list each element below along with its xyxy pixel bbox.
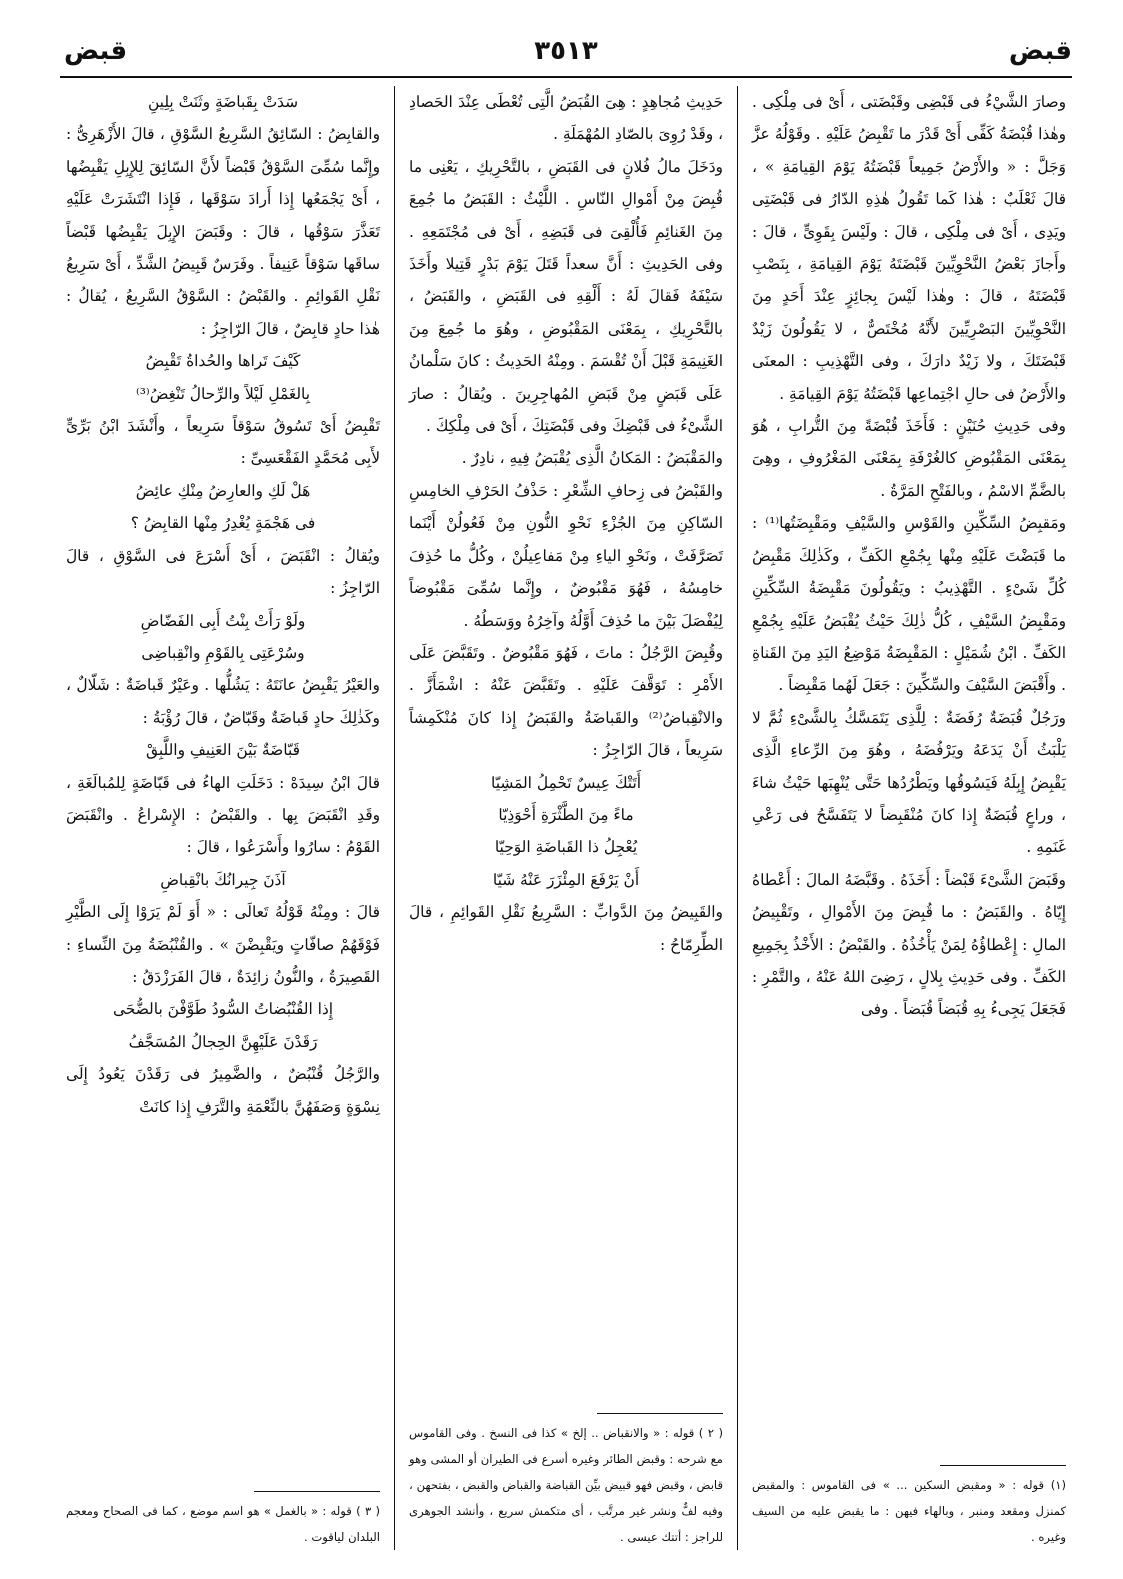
- verse-line: قَبّاضَةٌ بَيْنَ العَنِيفِ واللَّبِقْ: [146, 741, 300, 760]
- footnote-rule: [597, 1413, 723, 1414]
- entry-paragraph: والقابِضُ : السّائِقُ السَّرِيعُ السَّوْقِ ، قالَ الأَزْهَرِىُّ : وإِنَّما سُمِّىَ السَّوْقُ قَبْضاً لأَنَّ السّائِقَ لِلإِبِلِ يَقْبِضُها ، أَىْ يَجْمَعُها إِذا أَرادَ سَوْقَها ، فَإِذا انْتَشَرَتْ عَلَيْهِ تَعَذَّرَ سَوْقُها ، قالَ : وقَبَضَ الإِبِلَ يَقْبِضُها قَبْضاً ساقَها سَوْقاً عَنِيفاً . وفَرَسٌ قَبِيضُ الشَّدِّ ، أَىْ سَرِيعُ نَقْلِ القَوائِمِ . والقَبْضُ : السَّوْقُ السَّرِيعُ ، يُقالُ : هٰذا حادٍ قابِضٌ ، قالَ الرّاجِزُ :: [66, 125, 380, 338]
- page-number: ٣٥١٣: [534, 36, 598, 66]
- column-left-footnotes: [66, 1491, 380, 1550]
- footnote-rule: [254, 1491, 380, 1492]
- entry-paragraph: قالَ ابْنُ سِيدَهْ : دَخَلَتِ الهاءُ فى قَبّاضَةٍ لِلمُبالَغَةِ ، وقَدِ انْقَبَضَ بِها . والقَبْضُ : الإِسْراعُ . وانْقَبَضَ القَوْمُ : سارُوا وأَسْرَعُوا ، قالَ :: [66, 773, 380, 857]
- entry-paragraph: والرَّجُلُ قُنْبُضٌ ، والضَّمِيرُ فى رَقَدْنَ يَعُودُ إِلَى نِسْوَةٍ وَصَفَهُنَّ بالنِّعْمَةِ والتَّرَفِ إِذا كانَتْ: [66, 1065, 380, 1116]
- verse-line: آذَنَ جِيرانُكَ بانْقِباضِ: [160, 870, 286, 889]
- verse-line: ولَوْ رَأَتْ بِنْتُ أَبِى الفَضّاضِ: [140, 611, 306, 630]
- column-left-text: [66, 86, 380, 1123]
- column-right-text: [752, 86, 1066, 1026]
- footnote: ( ٣ ) قوله : « بالغمل » هو اسم موضع ، كما فى الصحاح ومعجم البلدان لياقوت .: [66, 1504, 380, 1544]
- verse-line: بِالغَمْلِ لَيْلاً والرِّحالُ تَنْغِضُ⁽³⁾: [135, 384, 311, 403]
- footnote: (١) قوله : « ومقبض السكين ... » فى القاموس : والمقبض كمنزل ومقعد ومنبر ، وبالهاء فيهن : ما يقبض عليه من السيف وغيره .: [752, 1478, 1066, 1544]
- entry-paragraph: حَدِيثِ مُجاهِدٍ : هِىَ القُبَضُ الَّتِى تُعْطَى عِنْدَ الحَصادِ ، وقَدْ رُوِىَ بالصّادِ المُهْمَلَةِ .: [409, 93, 723, 144]
- page-header: [60, 30, 1072, 74]
- entry-paragraph: وقُبِضَ الرَّجُلُ : ماتَ ، فَهُوَ مَقْبُوضٌ . وتَقَبَّضَ عَلَى الأَمْرِ : تَوَقَّفَ عَلَيْهِ . وتَقَبَّضَ عَنْهُ : اشْمَأَزَّ . والانْقِباضُ⁽²⁾ والقَباضَةُ والقَبَضُ إِذا كانَ مُنْكَمِشاً سَرِيعاً ، قالَ الرّاجِزُ :: [409, 643, 723, 760]
- verse-line: كَيْفَ تَراها والحُداةُ تَقْبِضُ: [145, 352, 301, 371]
- verse-line: أَنْ يَرْفَعَ المِئْزَرَ عَنْهُ شَيّا: [492, 870, 640, 889]
- entry-paragraph: قالَ : ومِنْهُ قَوْلُهُ تَعالَى : « أَوَ لَمْ يَرَوْا إِلَى الطَّيْرِ فَوْقَهُمْ صافّاتٍ ويَقْبِضْنَ » . والقُنْبُضَةُ مِنَ النِّساءِ : القَصِيرَةُ ، والنُّونُ زائِدَةٌ ، قالَ الفَرَزْدَقُ :: [66, 903, 380, 986]
- column-middle-text: [409, 86, 723, 961]
- verse-line: هَلْ لَكِ والعارِضُ مِنْكِ عائِضُ: [135, 481, 311, 500]
- verse-line: يُعْجِلُ ذا القَباضَةِ الوَحِيّا: [494, 838, 638, 857]
- entry-paragraph: وصارَ الشَّيْءُ فى قَبْضِى وقَبْضَتى ، أَىْ فى مِلْكِى . وهٰذا قُبْضَةُ كَفِّى أَىْ قَدْرَ ما تَقْبِضُ عَلَيْهِ . وقَوْلُهُ عزَّ وَجَلَّ : « والأَرْضُ جَمِيعاً قَبْضَتُهُ يَوْمَ القِيامَةِ » ، قالَ ثَعْلَبٌ : هٰذا كَما تَقُولُ هٰذِهِ الدّارُ فى قَبْضَتِى ويَدِى ، أَىْ فى مِلْكِى ، قالَ : ولَيْسَ بِقَوِىٍّ ، قالَ : وأَجازَ بَعْضُ النَّحْوِيِّينَ قَبْضَتَهُ يَوْمَ القِيامَةِ ، بِنَصْبِ قَبْضَتَهُ ، قالَ : وهٰذا لَيْسَ بِجائِزٍ عِنْدَ أَحَدٍ مِنَ النَّحْوِيِّينَ البَصْرِيِّينَ لأَنَّهُ مُخْتَصٌّ ، لا يَقُولُونَ زَيْدٌ قَبْضَتَكَ ، ولا زَيْدٌ دارَكَ ، وفى التَّهْذِيبِ : المعنَى والأَرْضُ فى حالِ اجْتِماعِها قَبْضَتُهُ يَوْمَ القِيامَةِ .: [752, 93, 1066, 403]
- column-separator: [729, 86, 746, 1550]
- entry-paragraph: والعَيْرُ يَقْبِضُ عانَتَهُ : يَشُلُّها . وعَيْرٌ قَباضَةٌ : شَلّالٌ ، وكَذٰلِكَ حادٍ قَباضَةٌ وقَبّاضٌ ، قالَ رُؤْبَةُ :: [66, 676, 380, 727]
- entry-paragraph: والقَبْضُ فى زِحافِ الشِّعْرِ : حَذْفُ الحَرْفِ الخامِسِ السّاكِنِ مِنَ الجُزْءِ نَحْوِ النُّونِ مِنْ فَعُولُنْ أَيْنَما تَصَرَّفَتْ ، ونَحْوِ الياءِ مِنْ مَفاعِيلُنْ ، وكُلُّ ما حُذِفَ خامِسُهُ ، فَهُوَ مَقْبُوضٌ ، وإِنَّما سُمِّىَ مَقْبُوضاً لِيُفْصَلَ بَيْنَ ما حُذِفَ أَوَّلُهُ وآخِرُهُ ووَسَطُهُ .: [409, 481, 723, 630]
- column-right-footnotes: [752, 1465, 1066, 1550]
- column-middle-footnotes: [409, 1413, 723, 1550]
- column-separator: [386, 86, 403, 1550]
- entry-paragraph: والقَبِيضُ مِنَ الدَّوابِّ : السَّرِيعُ نَقْلِ القَوائِمِ ، قالَ الطِّرِمّاحُ :: [409, 903, 723, 954]
- entry-paragraph: وفى حَدِيثِ حُنَيْنٍ : فَأَخَذَ قُبْضَةً مِنَ التُّرابِ ، هُوَ بِمَعْنَى المَقْبُوضِ كالغُرْفَةِ بِمَعْنَى المَغْرُوفِ ، وهِىَ بالضَّمِّ الاسْمُ ، وبالفَتْحِ المَرَّةُ .: [752, 417, 1066, 500]
- footnote: ( ٢ ) قوله : « والانقباض .. إلخ » كذا فى النسخ . وفى القاموس مع شرحه : وقبض الطائر وغيره أسرع فى الطيران أو المشى وهو قابض ، وقبض فهو قبيض بيِّن القباضة والقباض والقبض ، بفتحهن ، وفيه لفٌّ ونشر غير مرتَّب ، أى متكمش سريع ، وأنشد الجوهرى للراجز : أتتك عيسى .: [409, 1426, 723, 1544]
- column-left: [60, 86, 386, 1550]
- entry-paragraph: ويُقالُ : انْقَبَضَ ، أَىْ أَسْرَعَ فى السَّوْقِ ، قالَ الرّاجِزُ :: [66, 546, 380, 598]
- header-rule: [60, 76, 1072, 78]
- verse-line: سَدَتْ بِقَباضَةٍ وثَنَتْ بِلِينِ: [147, 93, 299, 111]
- running-headword-left: قبض: [64, 36, 128, 66]
- entry-paragraph: ورَجُلٌ قُبَضَةٌ رُفَضَةٌ : لِلَّذِى يَتَمَسَّكُ بِالشَّىْءِ ثُمَّ لا يَلْبَثُ أَنْ يَدَعَهُ ويَرْفُضَهُ ، وهُوَ مِنَ الرِّعاءِ الَّذِى يَقْبِضُ إِبِلَهُ فَيَسُوقُها ويَطْرُدُها حَتَّى يُنْهِبَها حَيْثُ شاءَ ، وراعٍ قُبَضَةٌ إِذا كانَ مُنْقَبِضاً لا يَتَفَسَّحُ فى رَعْىِ غَنَمِهِ .: [752, 708, 1066, 857]
- verse-line: رَقَدْنَ عَلَيْهِنَّ الحِجالُ المُسَجَّفُ: [128, 1032, 318, 1051]
- verse-line: فى هَجْمَةٍ يُغْدِرُ مِنْها القابِضُ ؟: [130, 514, 316, 533]
- entry-paragraph: والمَقْبَضُ : المَكانُ الَّذِى يُقْبَضُ فِيهِ ، نادِرٌ .: [461, 449, 723, 468]
- column-right: [746, 86, 1072, 1550]
- footnote-rule: [940, 1465, 1066, 1466]
- verse-line: ماءً مِنَ الطَّثْرَةِ أَحْوَذِيّا: [498, 805, 634, 824]
- verse-line: أَتَتْكَ عِيسٌ تَحْمِلُ المَشِيّا: [491, 773, 641, 792]
- column-middle: [403, 86, 729, 1550]
- entry-paragraph: ودَخَلَ مالُ فُلانٍ فى القَبَضِ ، بالتَّحْرِيكِ ، يَعْنِى ما قُبِضَ مِنْ أَمْوالِ النّاسِ . اللَّيْثُ : القَبَضُ ما جُمِعَ مِنَ الغَنائِمِ فَأُلْقِىَ فى قَبَضِهِ ، أَىْ فى مُجْتَمَعِهِ . وفى الحَدِيثِ : أَنَّ سعداً قَتَلَ يَوْمَ بَدْرٍ قَتِيلا وأَخَذَ سَيْفَهُ فَقالَ لَهُ : أَلْقِهِ فى القَبَضِ ، والقَبَضُ ، بالتَّحْرِيكِ ، بِمَعْنَى المَقْبُوضِ ، وهُوَ ما جُمِعَ مِنَ الغَنِيمَةِ قَبْلَ أَنْ تُقْسَمَ . ومِنْهُ الحَدِيثُ : كانَ سَلْمانُ عَلَى قَبَضٍ مِنْ قَبَضِ المُهاجِرِينَ . ويُقالُ : صارَ الشَّىْءُ فى قَبْضِكَ وفى قَبْضَتِكَ ، أَىْ فى مِلْكِكَ .: [409, 157, 723, 436]
- entry-paragraph: وقَبَضَ الشَّىْءَ قَبْضاً : أَخَذَهُ . وقَبَّضَهُ المالَ : أَعْطاهُ إِيّاهُ . والقَبَضُ : ما قُبِضَ مِنَ الأَمْوالِ ، وتَقْبِيضُ المالِ : إِعْطاؤُهُ لِمَنْ يَأْخُذُهُ . والقَبْضُ : الأَخْذُ بِجَمِيعِ الكَفِّ . وفى حَدِيثِ بِلالٍ ، رَضِىَ اللهُ عَنْهُ ، والتَّمْرِ : فَجَعَلَ يَجِىءُ بِهِ قُبَضاً قُبَضاً . وفى: [752, 870, 1066, 1019]
- verse-line: وسُرْعَتِى بِالقَوْمِ وانْقِباضِى: [141, 643, 305, 662]
- dictionary-page: [60, 30, 1072, 1550]
- verse-line: إِذا القُنْبُضاتُ السُّودُ طَوَّفْنَ بالضُّحَى: [112, 1000, 334, 1019]
- entry-paragraph: تَقْبِضُ أَىْ تَسُوقُ سَوْقاً سَرِيعاً ، وأَنْشَدَ ابْنُ بَرِّىٍّ لأَبِى مُحَمَّدٍ الفَقْعَسِىِّ :: [66, 417, 380, 468]
- running-headword-right: قبض: [1008, 36, 1072, 66]
- entry-paragraph: ومَقبِضُ السِّكِّينِ والقَوْسِ والسَّيْفِ ومَقْبِضَتُها⁽¹⁾ : ما قَبَضْتَ عَلَيْهِ مِنْها بِجُمْعِ الكَفِّ ، وكَذٰلِكَ مَقْبِضُ كُلِّ شَىْءٍ . التَّهْذِيبُ : ويَقُولُونَ مَقْبِضَةُ السِّكِّينِ ومَقْبِضُ السَّيْفِ ، كُلُّ ذٰلِكَ حَيْثُ يُقْبَضُ عَلَيْهِ بِجُمْعِ الكَفِّ . ابْنُ شُمَيْلٍ : المَقْبِضَةُ مَوْضِعُ اليَدِ مِنَ القَناةِ . وأَقْبَضَ السَّيْفَ والسِّكِّينَ : جَعَلَ لَهُما مَقْبِضاً .: [752, 514, 1067, 695]
- columns: [60, 86, 1072, 1550]
